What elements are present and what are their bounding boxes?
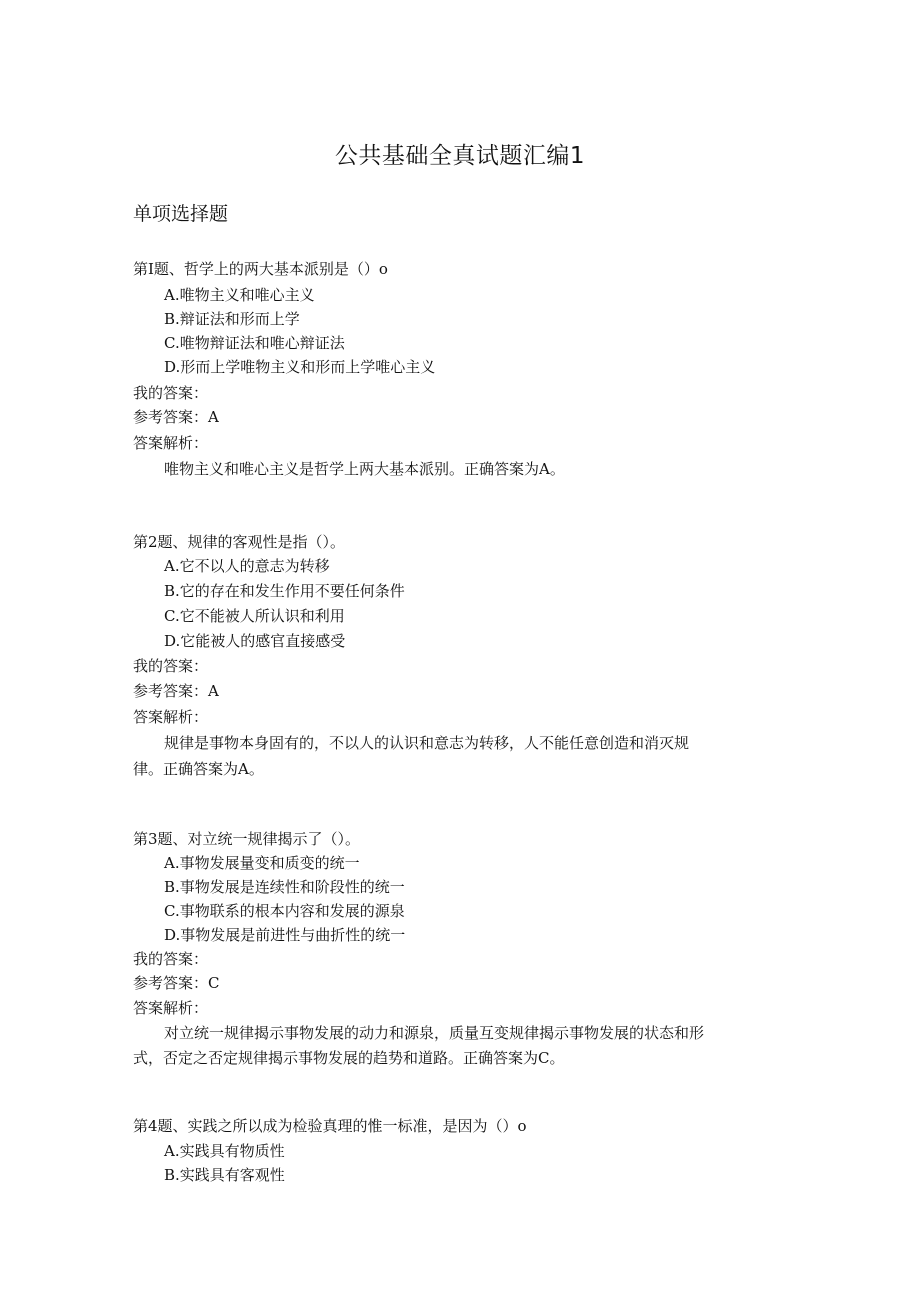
reference-answer: 参考答案：A: [133, 682, 219, 700]
option-a: A.唯物主义和唯心主义: [164, 286, 315, 304]
document-title: 公共基础全真试题汇编1: [334, 143, 586, 169]
section-title: 单项选择题: [133, 203, 229, 225]
analysis-text: 律。正确答案为A。: [133, 760, 264, 778]
option-a: A.它不以人的意志为转移: [164, 557, 330, 575]
analysis-text: 对立统一规律揭示事物发展的动力和源泉，质量互变规律揭示事物发展的状态和形: [164, 1024, 705, 1042]
reference-answer: 参考答案：C: [133, 974, 220, 992]
option-c: C.事物联系的根本内容和发展的源泉: [164, 902, 405, 920]
reference-answer: 参考答案：A: [133, 408, 219, 426]
analysis-text: 式，否定之否定规律揭示事物发展的趋势和道路。正确答案为C。: [133, 1049, 565, 1067]
option-c: C.它不能被人所认识和利用: [164, 607, 345, 625]
analysis-text: 规律是事物本身固有的，不以人的认识和意志为转移，人不能任意创造和消灭规: [164, 734, 690, 752]
question-stem: 第3题、对立统一规律揭示了（）。: [133, 830, 361, 848]
question-stem: 第I题、哲学上的两大基本派别是（）o: [133, 260, 388, 278]
option-a: A.事物发展量变和质变的统一: [164, 854, 360, 872]
option-d: D.它能被人的感官直接感受: [164, 632, 346, 650]
analysis-label: 答案解析：: [133, 999, 209, 1017]
option-b: B.它的存在和发生作用不要任何条件: [164, 582, 405, 600]
my-answer-label: 我的答案：: [133, 657, 209, 675]
question-stem: 第2题、规律的客观性是指（）。: [133, 533, 346, 551]
option-d: D.形而上学唯物主义和形而上学唯心主义: [164, 358, 436, 376]
question-stem: 第4题、实践之所以成为检验真理的惟一标准，是因为（）o: [133, 1117, 527, 1135]
analysis-label: 答案解析：: [133, 434, 209, 452]
option-b: B.事物发展是连续性和阶段性的统一: [164, 878, 405, 896]
analysis-text: 唯物主义和唯心主义是哲学上两大基本派别。正确答案为A。: [164, 460, 565, 478]
option-c: C.唯物辩证法和唯心辩证法: [164, 334, 345, 352]
my-answer-label: 我的答案：: [133, 384, 209, 402]
option-b: B.辩证法和形而上学: [164, 310, 300, 328]
option-a: A.实践具有物质性: [164, 1142, 285, 1160]
analysis-label: 答案解析：: [133, 708, 209, 726]
my-answer-label: 我的答案：: [133, 950, 209, 968]
option-b: B.实践具有客观性: [164, 1166, 285, 1184]
option-d: D.事物发展是前进性与曲折性的统一: [164, 926, 406, 944]
